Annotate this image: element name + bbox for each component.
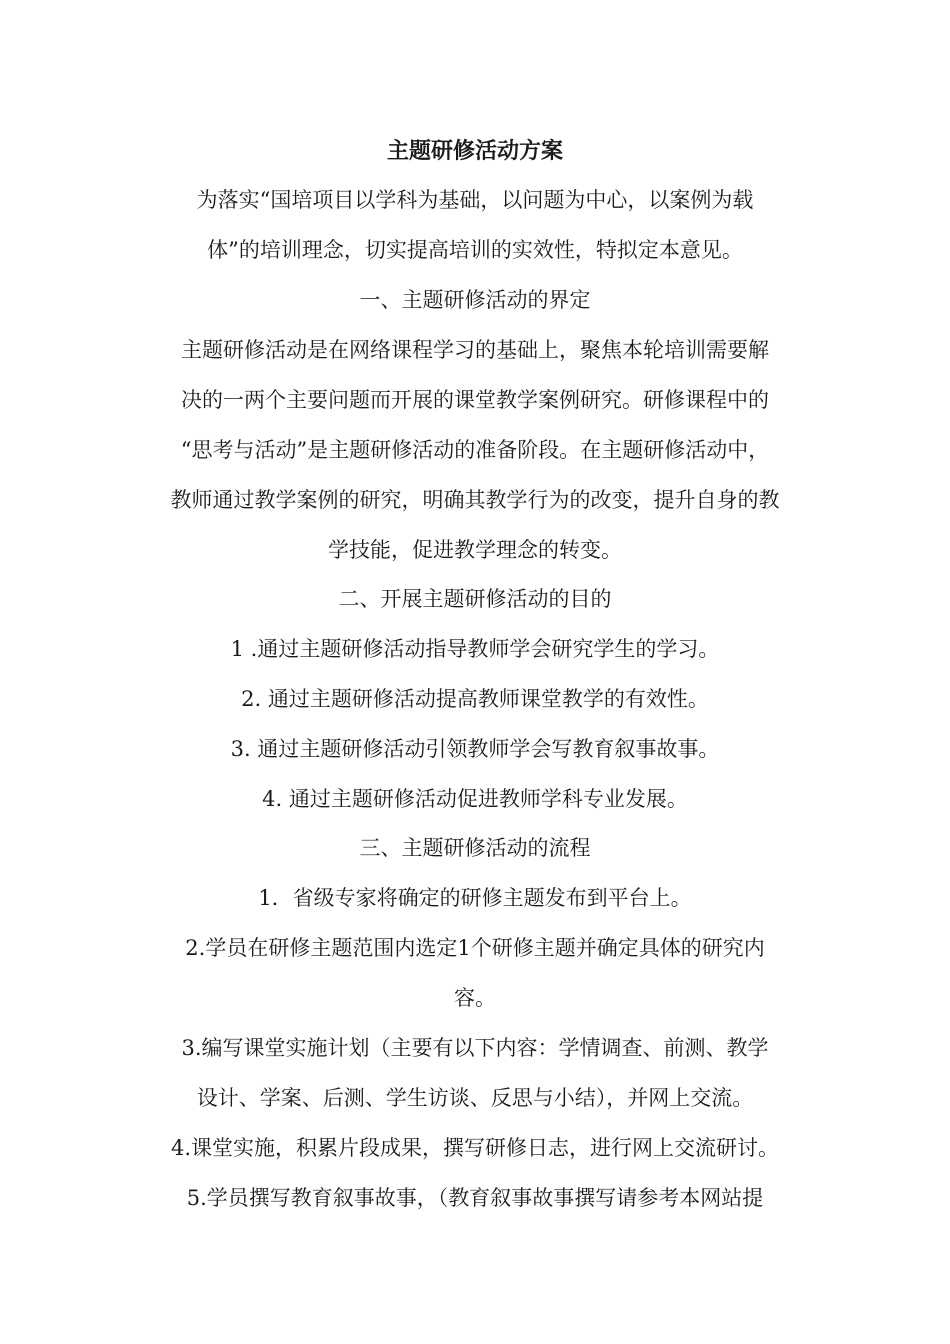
section3-line-7: 5.学员撰写教育叙事故事，（教育叙事故事撰写请参考本网站提 bbox=[186, 1186, 764, 1210]
section2-item-4: 4. 通过主题研修活动促进教师学科专业发展。 bbox=[262, 787, 688, 811]
page-title: 主题研修活动方案 bbox=[386, 138, 563, 164]
section1-heading: 一、主题研修活动的界定 bbox=[359, 288, 591, 312]
section3-line-5: 设计、学案、后测、学生访谈、反思与小结），并网上交流。 bbox=[196, 1086, 754, 1110]
section2-item-1: 1 .通过主题研修活动指导教师学会研究学生的学习。 bbox=[230, 637, 720, 661]
section3-line-1: 1．省级专家将确定的研修主题发布到平台上。 bbox=[258, 886, 692, 910]
section3-line-6: 4.课堂实施，积累片段成果，撰写研修日志，进行网上交流研讨。 bbox=[170, 1136, 780, 1160]
section2-heading: 二、开展主题研修活动的目的 bbox=[338, 587, 612, 611]
intro-line-2: 体”的培训理念，切实提高培训的实效性，特拟定本意见。 bbox=[207, 238, 743, 262]
section1-line-2: 决的一两个主要问题而开展的课堂教学案例研究。研修课程中的 bbox=[181, 388, 769, 412]
section2-item-3: 3. 通过主题研修活动引领教师学会写教育叙事故事。 bbox=[230, 737, 720, 761]
section3-line-2: 2.学员在研修主题范围内选定1个研修主题并确定具体的研究内 bbox=[185, 936, 765, 960]
section3-line-3: 容。 bbox=[454, 986, 496, 1010]
intro-line-1: 为落实“国培项目以学科为基础，以问题为中心，以案例为载 bbox=[196, 188, 754, 212]
section1-line-5: 学技能，促进教学理念的转变。 bbox=[328, 538, 622, 562]
section1-line-1: 主题研修活动是在网络课程学习的基础上，聚焦本轮培训需要解 bbox=[181, 338, 769, 362]
section3-line-4: 3.编写课堂实施计划（主要有以下内容：学情调查、前测、教学 bbox=[181, 1036, 769, 1060]
section2-item-2: 2. 通过主题研修活动提高教师课堂教学的有效性。 bbox=[241, 687, 709, 711]
section1-line-4: 教师通过教学案例的研究，明确其教学行为的改变，提升自身的教 bbox=[170, 488, 780, 512]
section3-heading: 三、主题研修活动的流程 bbox=[359, 836, 591, 860]
section1-line-3: “思考与活动”是主题研修活动的准备阶段。在主题研修活动中， bbox=[180, 438, 770, 462]
